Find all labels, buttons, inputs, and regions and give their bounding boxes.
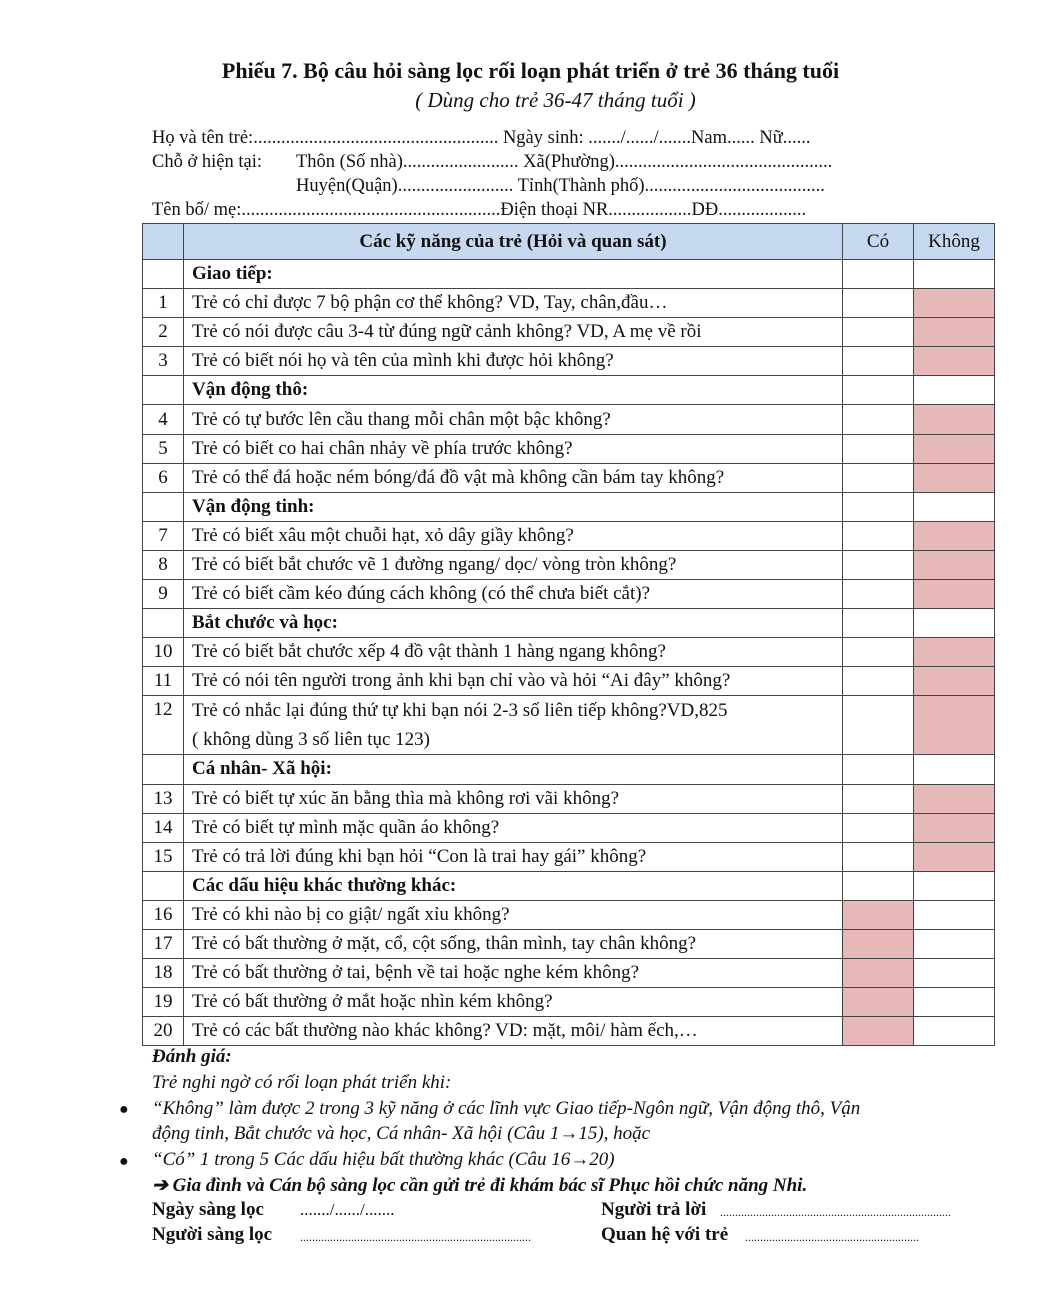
yes-cell-flag[interactable] <box>843 988 914 1017</box>
table-row <box>143 289 995 318</box>
respondent-label: Người trả lời <box>601 1199 707 1220</box>
header-no: Không <box>914 224 995 260</box>
yes-cell[interactable] <box>843 347 914 376</box>
yes-cell[interactable] <box>843 405 914 434</box>
row-number: 12 <box>143 696 184 755</box>
no-cell-flag[interactable] <box>914 580 995 609</box>
no-cell[interactable] <box>914 959 995 988</box>
table-row <box>143 842 995 871</box>
question: Trẻ có các bất thường nào khác không? VD: mặt, môi/ hàm ếch,… <box>184 1017 843 1046</box>
section-title: Vận động tinh: <box>184 492 843 521</box>
evaluation-bullet-2: “Có” 1 trong 5 Các dấu hiệu bất thường khác (Câu 16→20) <box>152 1149 615 1170</box>
question: Trẻ có bất thường ở mặt, cổ, cột sống, thân mình, tay chân không? <box>184 929 843 958</box>
header-skill: Các kỹ năng của trẻ (Hỏi và quan sát) <box>184 224 843 260</box>
yes-cell[interactable] <box>843 638 914 667</box>
question: Trẻ có biết xâu một chuỗi hạt, xỏ dây giầy không? <box>184 521 843 550</box>
question-line-1: Trẻ có nhắc lại đúng thứ tự khi bạn nói 2-3 số liên tiếp không?VD,825 <box>192 700 728 722</box>
relation-field[interactable]: .......................................................... <box>745 1230 919 1244</box>
header-yes: Có <box>843 224 914 260</box>
no-cell-flag[interactable] <box>914 550 995 579</box>
yes-cell[interactable] <box>843 813 914 842</box>
section-title: Vận động thô: <box>184 376 843 405</box>
evaluation-bullet-1: “Không” làm được 2 trong 3 kỹ năng ở các lĩnh vực Giao tiếp-Ngôn ngữ, Vận động thô, Vận <box>152 1098 861 1119</box>
question: Trẻ có biết co hai chân nhảy về phía trước không? <box>184 434 843 463</box>
no-cell[interactable] <box>914 1017 995 1046</box>
question: Trẻ có biết nói họ và tên của mình khi được hỏi không? <box>184 347 843 376</box>
table-row <box>143 638 995 667</box>
section-row <box>143 492 995 521</box>
bullet-icon: ● <box>119 1101 129 1118</box>
no-cell-flag[interactable] <box>914 318 995 347</box>
evaluation-intro: Trẻ nghi ngờ có rối loạn phát triển khi: <box>152 1072 452 1093</box>
child-name-line[interactable]: Họ và tên trẻ:..................................................... Ngày sinh: ......./....../.......Nam...... Nữ...... <box>152 128 811 148</box>
table-row <box>143 521 995 550</box>
table-row <box>143 405 995 434</box>
page-title: Phiếu 7. Bộ câu hỏi sàng lọc rối loạn phát triển ở trẻ 36 tháng tuổi <box>221 58 840 83</box>
yes-cell-flag[interactable] <box>843 929 914 958</box>
no-cell-flag[interactable] <box>914 289 995 318</box>
no-cell-flag[interactable] <box>914 405 995 434</box>
table-row <box>143 988 995 1017</box>
row-number: 3 <box>143 347 184 376</box>
relation-label: Quan hệ với trẻ <box>601 1224 729 1245</box>
question: Trẻ có chỉ được 7 bộ phận cơ thể không? VD, Tay, chân,đầu… <box>184 289 843 318</box>
row-number: 18 <box>143 959 184 988</box>
yes-cell-flag[interactable] <box>843 959 914 988</box>
yes-cell[interactable] <box>843 550 914 579</box>
question: Trẻ có bất thường ở tai, bệnh về tai hoặc nghe kém không? <box>184 959 843 988</box>
section-title: Bắt chước và học: <box>184 609 843 638</box>
yes-cell-flag[interactable] <box>843 900 914 929</box>
row-number: 2 <box>143 318 184 347</box>
question: Trẻ có nói tên người trong ảnh khi bạn chỉ vào và hỏi “Ai đây” không? <box>184 667 843 696</box>
row-number: 15 <box>143 842 184 871</box>
question: Trẻ có nói được câu 3-4 từ đúng ngữ cảnh không? VD, A mẹ về rồi <box>184 318 843 347</box>
date-label: Ngày sàng lọc <box>152 1199 264 1220</box>
section-title: Cá nhân- Xã hội: <box>184 755 843 784</box>
section-title: Giao tiếp: <box>184 260 843 289</box>
question: Trẻ có biết bắt chước vẽ 1 đường ngang/ dọc/ vòng tròn không? <box>184 550 843 579</box>
row-number: 4 <box>143 405 184 434</box>
table-row <box>143 434 995 463</box>
no-cell-flag[interactable] <box>914 813 995 842</box>
evaluation-bullet-1-cont: động tinh, Bắt chước và học, Cá nhân- Xã hội (Câu 1→15), hoặc <box>152 1123 651 1144</box>
table-row <box>143 696 995 755</box>
question: Trẻ có bất thường ở mắt hoặc nhìn kém không? <box>184 988 843 1017</box>
section-row <box>143 260 995 289</box>
no-cell-flag[interactable] <box>914 347 995 376</box>
no-cell-flag[interactable] <box>914 696 995 755</box>
section-title: Các dấu hiệu khác thường khác: <box>184 871 843 900</box>
table-row <box>143 959 995 988</box>
yes-cell[interactable] <box>843 696 914 755</box>
row-number: 5 <box>143 434 184 463</box>
no-cell-flag[interactable] <box>914 842 995 871</box>
table-row <box>143 580 995 609</box>
question: Trẻ có tự bước lên cầu thang mỗi chân một bậc không? <box>184 405 843 434</box>
yes-cell[interactable] <box>843 784 914 813</box>
section-row <box>143 755 995 784</box>
no-cell[interactable] <box>914 900 995 929</box>
row-number: 16 <box>143 900 184 929</box>
row-number: 1 <box>143 289 184 318</box>
address-district-line[interactable]: Huyện(Quận)......................... Tỉnh(Thành phố)....................................... <box>296 176 825 196</box>
yes-cell[interactable] <box>843 463 914 492</box>
row-number: 13 <box>143 784 184 813</box>
table-header-row <box>143 224 995 260</box>
row-number: 11 <box>143 667 184 696</box>
evaluation-title: Đánh giá: <box>152 1046 232 1067</box>
yes-cell[interactable] <box>843 521 914 550</box>
question: Trẻ có biết bắt chước xếp 4 đồ vật thành 1 hàng ngang không? <box>184 638 843 667</box>
no-cell-flag[interactable] <box>914 434 995 463</box>
question: Trẻ có thể đá hoặc ném bóng/đá đồ vật mà không cần bám tay không? <box>184 463 843 492</box>
row-number: 6 <box>143 463 184 492</box>
table-row <box>143 900 995 929</box>
question: Trẻ có khi nào bị co giật/ ngất xỉu không? <box>184 900 843 929</box>
table-row <box>143 929 995 958</box>
no-cell-flag[interactable] <box>914 667 995 696</box>
table-row <box>143 784 995 813</box>
section-row <box>143 376 995 405</box>
screener-field[interactable]: ............................................................................. <box>300 1230 531 1244</box>
parent-phone-line[interactable]: Tên bố/ mẹ:........................................................Điện thoại NR..................DĐ................... <box>152 200 807 220</box>
address-commune-line[interactable]: Thôn (Số nhà)......................... Xã(Phường)............................................... <box>296 152 833 172</box>
question-line-2: ( không dùng 3 số liên tục 123) <box>192 729 431 751</box>
row-number: 7 <box>143 521 184 550</box>
screening-table <box>142 223 995 1046</box>
screener-label: Người sàng lọc <box>152 1224 273 1245</box>
row-number: 9 <box>143 580 184 609</box>
date-field[interactable]: ......./....../....... <box>300 1200 395 1219</box>
bullet-icon: ● <box>119 1153 129 1170</box>
table-row <box>143 463 995 492</box>
no-cell[interactable] <box>914 988 995 1017</box>
row-number: 14 <box>143 813 184 842</box>
table-row <box>143 667 995 696</box>
table-row <box>143 347 995 376</box>
section-row <box>143 609 995 638</box>
yes-cell[interactable] <box>843 289 914 318</box>
question: Trẻ có biết tự xúc ăn bằng thìa mà không rơi vãi không? <box>184 784 843 813</box>
table-row <box>143 318 995 347</box>
yes-cell[interactable] <box>843 580 914 609</box>
no-cell-flag[interactable] <box>914 784 995 813</box>
row-number: 8 <box>143 550 184 579</box>
row-number: 17 <box>143 929 184 958</box>
question: Trẻ có biết cầm kéo đúng cách không (có thể chưa biết cắt)? <box>184 580 843 609</box>
no-cell[interactable] <box>914 929 995 958</box>
row-number: 10 <box>143 638 184 667</box>
section-row <box>143 871 995 900</box>
page-subtitle: ( Dùng cho trẻ 36-47 tháng tuổi ) <box>415 88 696 112</box>
no-cell-flag[interactable] <box>914 463 995 492</box>
yes-cell[interactable] <box>843 318 914 347</box>
yes-cell[interactable] <box>843 667 914 696</box>
yes-cell[interactable] <box>843 434 914 463</box>
respondent-field[interactable]: ............................................................................. <box>720 1205 951 1219</box>
question: Trẻ có trả lời đúng khi bạn hỏi “Con là trai hay gái” không? <box>184 842 843 871</box>
no-cell-flag[interactable] <box>914 638 995 667</box>
yes-cell-flag[interactable] <box>843 1017 914 1046</box>
row-number: 19 <box>143 988 184 1017</box>
table-row <box>143 1017 995 1046</box>
yes-cell[interactable] <box>843 842 914 871</box>
address-label: Chỗ ở hiện tại: <box>152 152 262 172</box>
no-cell-flag[interactable] <box>914 521 995 550</box>
header-num <box>143 224 184 260</box>
table-row <box>143 813 995 842</box>
question <box>184 696 843 755</box>
table-row <box>143 550 995 579</box>
question: Trẻ có biết tự mình mặc quần áo không? <box>184 813 843 842</box>
row-number: 20 <box>143 1017 184 1046</box>
evaluation-conclusion: ➔ Gia đình và Cán bộ sàng lọc cần gửi trẻ đi khám bác sĩ Phục hồi chức năng Nhi. <box>152 1175 808 1196</box>
